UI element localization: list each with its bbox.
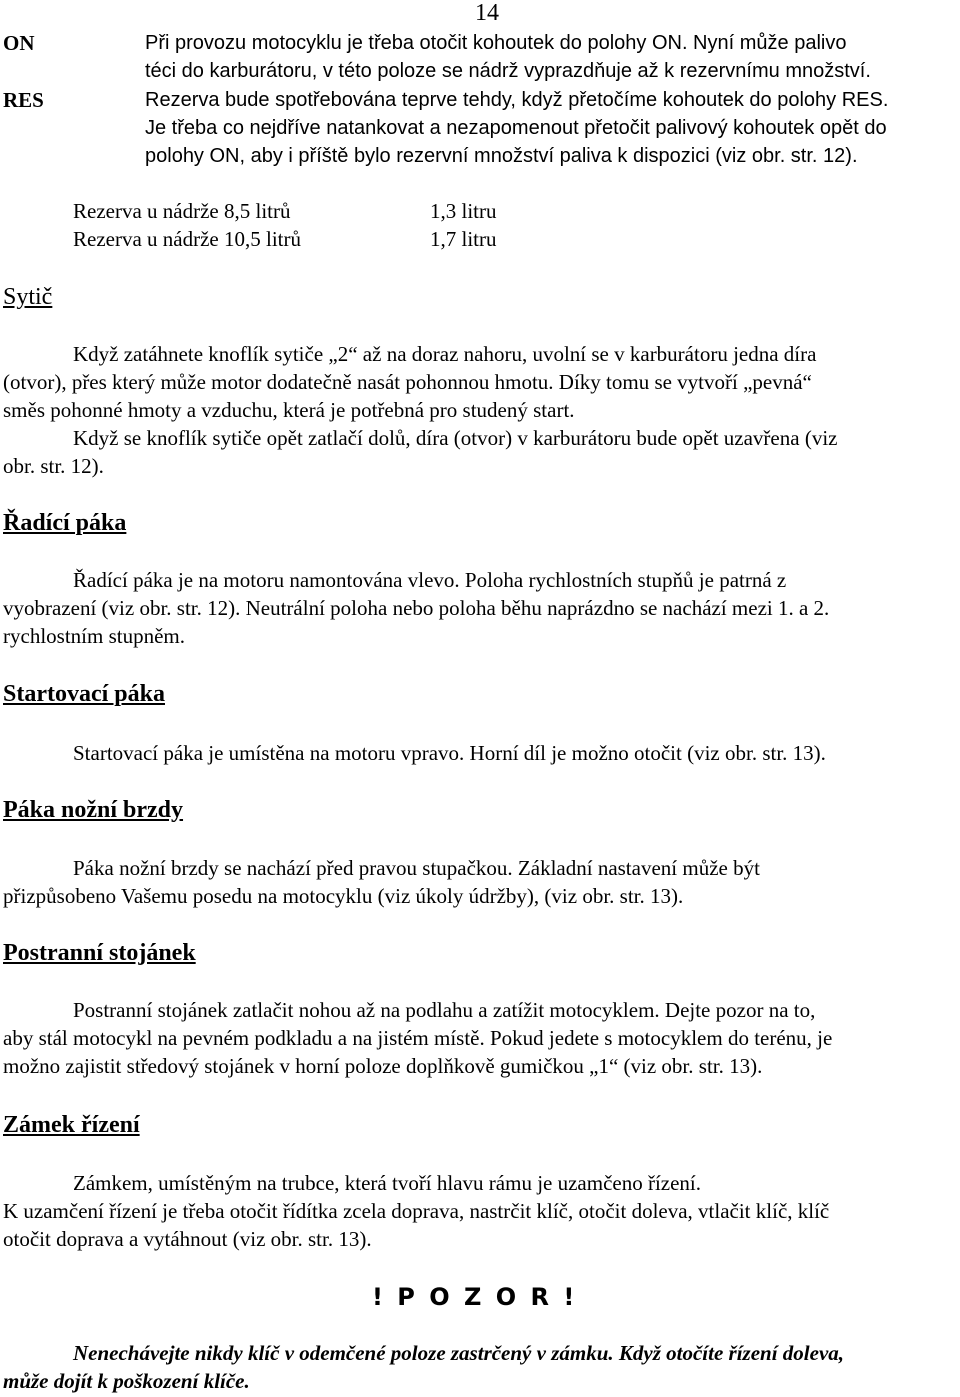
paragraph-line: Zámkem, umístěným na trubce, která tvoří hlavu rámu je uzamčeno řízení. xyxy=(73,1171,702,1195)
section-heading: Sytič xyxy=(3,284,53,310)
on-label: ON xyxy=(3,31,35,55)
paragraph-line: Páka nožní brzdy se nachází před pravou stupačkou. Základní nastavení může být xyxy=(73,856,760,880)
reserve-amount-cell: 1,3 litru xyxy=(430,199,497,223)
page-number: 14 xyxy=(475,0,499,26)
warning-title: ! P O Z O R ! xyxy=(372,1283,578,1311)
section-heading: Startovací páka xyxy=(3,681,165,707)
res-label: RES xyxy=(3,88,44,112)
section-heading: Řadící páka xyxy=(3,510,127,536)
section-heading: Zámek řízení xyxy=(3,1112,140,1138)
reserve-amount-cell: 1,7 litru xyxy=(430,227,497,251)
section-heading: Postranní stojánek xyxy=(3,940,196,966)
fuel-tap-line: polohy ON, aby i příště bylo rezervní množství paliva k dispozici (viz obr. str. 12). xyxy=(145,145,858,167)
paragraph-line: K uzamčení řízení je třeba otočit řídítka zcela doprava, nastrčit klíč, otočit doleva, vtlačit klíč, klíč xyxy=(3,1199,830,1223)
reserve-tank-cell: Rezerva u nádrže 10,5 litrů xyxy=(73,227,301,251)
warning-line: Nenechávejte nikdy klíč v odemčené poloze zastrčený v zámku. Když otočíte řízení doleva, xyxy=(73,1341,845,1365)
paragraph-line: přizpůsobeno Vašemu posedu na motocyklu (viz úkoly údržby), (viz obr. str. 13). xyxy=(3,884,684,908)
fuel-tap-line: Je třeba co nejdříve natankovat a nezapomenout přetočit palivový kohoutek opět do xyxy=(145,117,887,139)
fuel-tap-line: Rezerva bude spotřebována teprve tehdy, když přetočíme kohoutek do polohy RES. xyxy=(145,89,889,111)
warning-line: může dojít k poškození klíče. xyxy=(3,1369,250,1393)
section-heading: Páka nožní brzdy xyxy=(3,797,184,823)
paragraph-line: možno zajistit středový stojánek v horní poloze doplňkově gumičkou „1“ (viz obr. str. 13). xyxy=(3,1054,763,1078)
reserve-tank-cell: Rezerva u nádrže 8,5 litrů xyxy=(73,199,291,223)
paragraph-line: Řadící páka je na motoru namontována vlevo. Poloha rychlostních stupňů je patrná z xyxy=(73,568,787,592)
paragraph-line: Když zatáhnete knoflík sytiče „2“ až na doraz nahoru, uvolní se v karburátoru jedna díra xyxy=(73,342,817,366)
paragraph-line: Když se knoflík sytiče opět zatlačí dolů, díra (otvor) v karburátoru bude opět uzavřena (viz xyxy=(73,426,838,450)
fuel-tap-line: téci do karburátoru, v této poloze se nádrž vyprazdňuje až k rezervnímu množství. xyxy=(145,60,871,82)
paragraph-line: aby stál motocykl na pevném podkladu a na jistém místě. Pokud jedete s motocyklem do terénu, je xyxy=(3,1026,833,1050)
paragraph-line: Postranní stojánek zatlačit nohou až na podlahu a zatížit motocyklem. Dejte pozor na to, xyxy=(73,998,816,1022)
paragraph-line: vyobrazení (viz obr. str. 12). Neutrální poloha nebo poloha běhu naprázdno se nachází mezi 1. a 2. xyxy=(3,596,830,620)
paragraph-line: Startovací páka je umístěna na motoru vpravo. Horní díl je možno otočit (viz obr. str. 13). xyxy=(73,741,826,765)
paragraph-line: otočit doprava a vytáhnout (viz obr. str. 13). xyxy=(3,1227,372,1251)
paragraph-line: rychlostním stupněm. xyxy=(3,624,185,648)
paragraph-line: obr. str. 12). xyxy=(3,454,104,478)
paragraph-line: směs pohonné hmoty a vzduchu, která je potřebná pro studený start. xyxy=(3,398,575,422)
paragraph-line: (otvor), přes který může motor dodatečně nasát pohonnou hmotu. Díky tomu se vytvoří „pevná“ xyxy=(3,370,812,394)
fuel-tap-line: Při provozu motocyklu je třeba otočit kohoutek do polohy ON. Nyní může palivo xyxy=(145,32,847,54)
